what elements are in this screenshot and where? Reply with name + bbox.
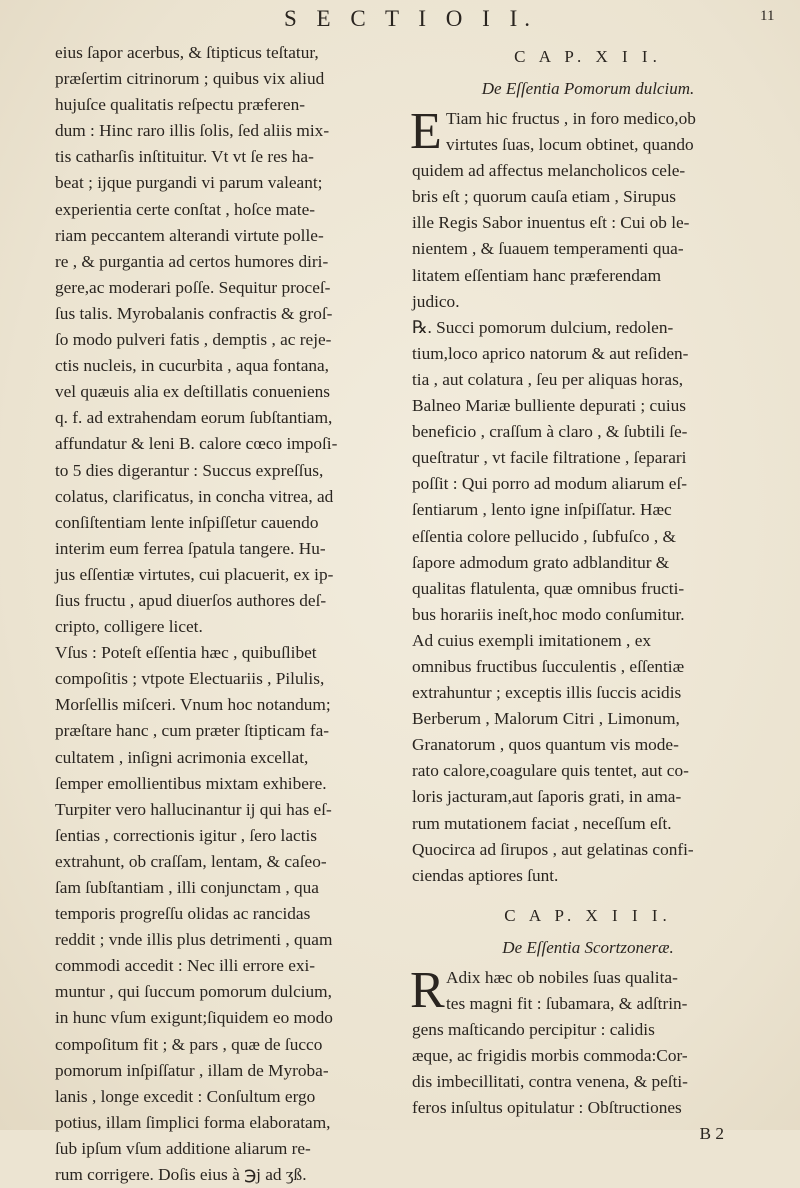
text-line: to 5 dies digerantur : Succus expreſſus, bbox=[55, 460, 324, 480]
text-line: pomorum inſpiſſatur , illam de Myroba- bbox=[55, 1060, 329, 1080]
drop-cap: R bbox=[410, 961, 445, 1019]
text-line: Turpiter vero hallucinantur ij qui has eſ- bbox=[55, 799, 332, 819]
text-line: rum corrigere. Doſis eius à ℈j ad ʒß. bbox=[55, 1165, 307, 1185]
text-line: ſam ſubſtantiam , illi conjunctam , qua bbox=[55, 878, 319, 897]
text-line: colatus, clarificatus, in concha vitrea, ad bbox=[55, 486, 334, 506]
text-line: vel quæuis alia ex deſtillatis conueniens bbox=[55, 382, 330, 402]
text-line: Balneo Mariæ bulliente depurati ; cuius bbox=[412, 396, 687, 416]
text-line: muntur , qui ſuccum pomorum dulcium, bbox=[55, 982, 332, 1002]
text-line: ſentiarum , lento igne inſpiſſatur. Hæc bbox=[412, 500, 672, 520]
text-line: ctis nucleis, in cucurbita , aqua fontana, bbox=[55, 356, 330, 376]
text-line: bus horariis ineſt,hoc modo conſumitur. bbox=[412, 604, 685, 624]
text-line: R Adix hæc ob nobiles ſuas qualita- bbox=[410, 961, 678, 1019]
text-line: poſſit : Qui porro ad modum aliarum eſ- bbox=[412, 474, 688, 494]
text-line: compoſitum fit ; & pars , quæ de ſucco bbox=[55, 1034, 323, 1054]
text-line: jus eſſentiæ virtutes, cui placuerit, ex ip- bbox=[55, 564, 334, 584]
text-line: E Tiam hic fructus , in foro medico,ob bbox=[410, 103, 696, 160]
chapter-title: De Eſſentia Scortzoneræ. bbox=[502, 937, 674, 957]
text-line: ſapore admodum grato adblanditur & bbox=[412, 552, 670, 572]
text-line: ſub ipſum vſum additione aliarum re- bbox=[55, 1138, 311, 1158]
chapter-heading: C A P. X I I. bbox=[514, 47, 662, 66]
text-line: rum mutationem faciat , neceſſum eſt. bbox=[412, 813, 672, 833]
chapter-title: De Eſſentia Pomorum dulcium. bbox=[481, 79, 695, 98]
text-line: æque, ac frigidis morbis commoda:Cor- bbox=[412, 1046, 688, 1066]
text-line: ciendas aptiores ſunt. bbox=[412, 865, 559, 885]
text-line: hujuſce qualitatis reſpectu præferen- bbox=[55, 95, 305, 115]
text-line: ſemper emollientibus mixtam exhibere. bbox=[55, 773, 327, 793]
text-line: quidem ad affectus melancholicos cele- bbox=[412, 161, 686, 181]
text-line: riam peccantem alterandi virtute polle- bbox=[55, 225, 324, 245]
text-line: ℞. Succi pomorum dulcium, redolen- bbox=[412, 317, 674, 337]
text-line: tis catharſis inſtituitur. Vt vt ſe res ha- bbox=[55, 147, 314, 167]
chapter-heading: C A P. X I I I. bbox=[504, 905, 672, 925]
text-line: omnibus fructibus ſucculentis , eſſentiæ bbox=[412, 656, 685, 676]
text-line: nientem , & ſuauem temperamenti qua- bbox=[412, 239, 684, 259]
text-line: extrahuntur ; exceptis illis ſuccis acidis bbox=[412, 683, 682, 703]
text-line: beneficio , craſſum à claro , & ſubtili ſe- bbox=[412, 422, 688, 442]
text-line: virtutes ſuas, locum obtinet, quando bbox=[446, 135, 694, 155]
text-line: eſſentia colore pellucido , ſubfuſco , & bbox=[412, 526, 676, 546]
text-line: Vſus : Poteſt eſſentia hæc , quibuſlibet bbox=[55, 643, 317, 663]
text-line: ſius fructu , apud diuerſos authores deſ- bbox=[55, 590, 327, 610]
text-line: Granatorum , quos quantum vis mode- bbox=[412, 735, 679, 755]
text-line: Morſellis miſceri. Vnum hoc notandum; bbox=[55, 695, 331, 715]
text-line: conſiſtentiam lente inſpiſſetur cauendo bbox=[55, 512, 319, 532]
left-column bbox=[55, 40, 395, 1188]
text-line: temporis progreſſu olidas ac rancidas bbox=[55, 904, 311, 924]
drop-cap: E bbox=[410, 103, 442, 160]
text-line: tes magni fit : ſubamara, & adſtrin- bbox=[446, 993, 688, 1013]
text-line: gere,ac moderari poſſe. Sequitur proceſ- bbox=[55, 277, 331, 297]
text-line: litatem eſſentiam hanc præferendam bbox=[412, 265, 662, 285]
text-line: rato calore,coagulare quis tentet, aut co- bbox=[412, 761, 689, 781]
text-line: beat ; ijque purgandi vi parum valeant; bbox=[55, 173, 323, 193]
text-line: Ad cuius exempli imitationem , ex bbox=[412, 630, 652, 650]
running-head: S E C T I O I I. bbox=[284, 6, 537, 31]
text-line: extrahunt, ob craſſam, lentam, & caſeo- bbox=[55, 851, 327, 871]
text-line: Quocirca ad ſirupos , aut gelatinas confi- bbox=[412, 839, 694, 859]
text-line: affundatur & leni B. calore cœco impoſi- bbox=[55, 434, 338, 454]
text-line: eius ſapor acerbus, & ſtipticus teſtatur, bbox=[55, 43, 319, 62]
text-line: tium,loco aprico natorum & aut reſiden- bbox=[412, 343, 689, 363]
text-line: dum : Hinc raro illis ſolis, ſed aliis mix- bbox=[55, 121, 330, 141]
text-line: queſtratur , vt facile filtratione , ſeparari bbox=[412, 448, 687, 468]
text-line: compoſitis ; vtpote Electuariis , Pilulis, bbox=[55, 669, 325, 689]
text-line: in hunc vſum exigunt;ſiquidem eo modo bbox=[55, 1008, 333, 1028]
signature-mark: B 2 bbox=[699, 1124, 724, 1144]
text-line: cripto, colligere licet. bbox=[55, 617, 203, 637]
text-line: ille Regis Sabor inuentus eſt : Cui ob le- bbox=[412, 213, 690, 233]
text-line: ſentias , correctionis igitur , ſero lactis bbox=[55, 825, 318, 845]
text-line: experientia certe conſtat , hoſce mate- bbox=[55, 199, 316, 219]
text-line: præſertim citrinorum ; quibus vix aliud bbox=[55, 69, 325, 89]
text-line: judico. bbox=[412, 291, 460, 311]
text-line: ſus talis. Myrobalanis confractis & groſ- bbox=[55, 303, 333, 323]
text-line: feros inſultus opitulatur : Obſtructiones bbox=[412, 1098, 682, 1118]
text-line: loris jacturam,aut ſaporis grati, in ama- bbox=[412, 787, 682, 807]
text-line: tia , aut colatura , ſeu per aliquas horas, bbox=[412, 369, 684, 389]
text-line: q. f. ad extrahendam eorum ſubſtantiam, bbox=[55, 408, 333, 428]
text-line: reddit ; vnde illis plus detrimenti , quam bbox=[55, 930, 333, 950]
text-line: lanis , longe excedit : Conſultum ergo bbox=[55, 1086, 316, 1106]
text-line: re , & purgantia ad certos humores diri- bbox=[55, 251, 329, 271]
text-line: præſtare hanc , cum præter ſtipticam fa- bbox=[55, 721, 329, 741]
text-line: gens maſticando percipitur : calidis bbox=[412, 1020, 655, 1039]
folio-mark: 11 bbox=[760, 8, 775, 24]
text-line: bris eſt ; quorum cauſa etiam , Sirupus bbox=[412, 187, 676, 207]
text-line: commodi accedit : Nec illi errore exi- bbox=[55, 956, 316, 976]
text-line: interim eum ferrea ſpatula tangere. Hu- bbox=[55, 538, 326, 558]
text-line: ſo modo pulveri fatis , demptis , ac reje- bbox=[55, 330, 332, 350]
text-line: cultatem , inſigni acrimonia excellat, bbox=[55, 747, 309, 767]
text-line: Berberum , Malorum Citri , Limonum, bbox=[412, 709, 680, 729]
right-column bbox=[412, 42, 764, 1147]
text-line: dis imbecillitati, contra venena, & peſti- bbox=[412, 1072, 688, 1092]
text-line: qualitas flatulenta, quæ omnibus fructi- bbox=[412, 578, 685, 598]
text-line: potius, illam ſimplici forma elaboratam, bbox=[55, 1112, 331, 1132]
